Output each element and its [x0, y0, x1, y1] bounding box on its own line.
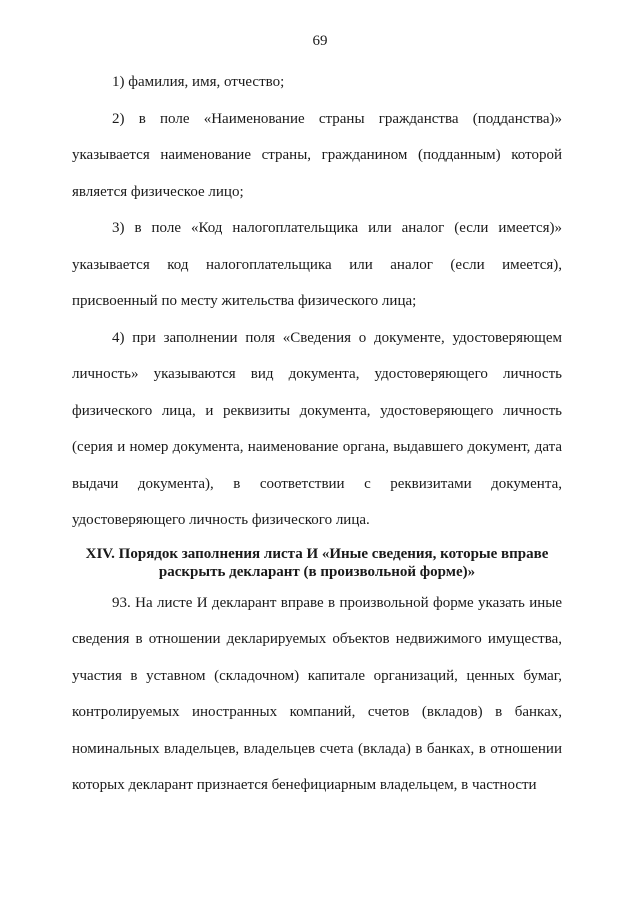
list-item-1: 1) фамилия, имя, отчество; [112, 74, 285, 90]
list-item-2: 2) в поле «Наименование страны гражданства (подданства)» указывается наименование страны, гражданином (подданным) которой является физическое лицо; [72, 110, 562, 200]
page-number: 69 [312, 33, 328, 49]
list-item-4: 4) при заполнении поля «Сведения о документе, удостоверяющем личность» указываются вид документа, удостоверяющего личность физического лица, и реквизиты документа, удостоверяющего личность (серия и номер документа, наименование органа, выдавшего документ, дата выдачи документа), в соответствии с реквизитами документа, удостоверяющего личность физического лица. [72, 329, 562, 528]
section-heading: XIV. Порядок заполнения листа И «Иные сведения, которые вправе раскрыть декларант (в произвольной форме)» [85, 545, 549, 580]
paragraph-93: 93. На листе И декларант вправе в произвольной форме указать иные сведения в отношении декларируемых объектов недвижимого имущества, участия в уставном (складочном) капитале организаций, ценных бумаг, контролируемых иностранных компаний, счетов (вкладов) в банках, номинальных владельцев, владельцев счета (вклада) в банках, в отношении которых декларант признается бенефициарным владельцем, в частности [72, 594, 562, 793]
list-item-3: 3) в поле «Код налогоплательщика или аналог (если имеется)» указывается код налогоплательщика или аналог (если имеется), присвоенный по месту жительства физического лица; [72, 220, 562, 309]
page-content [72, 64, 562, 804]
